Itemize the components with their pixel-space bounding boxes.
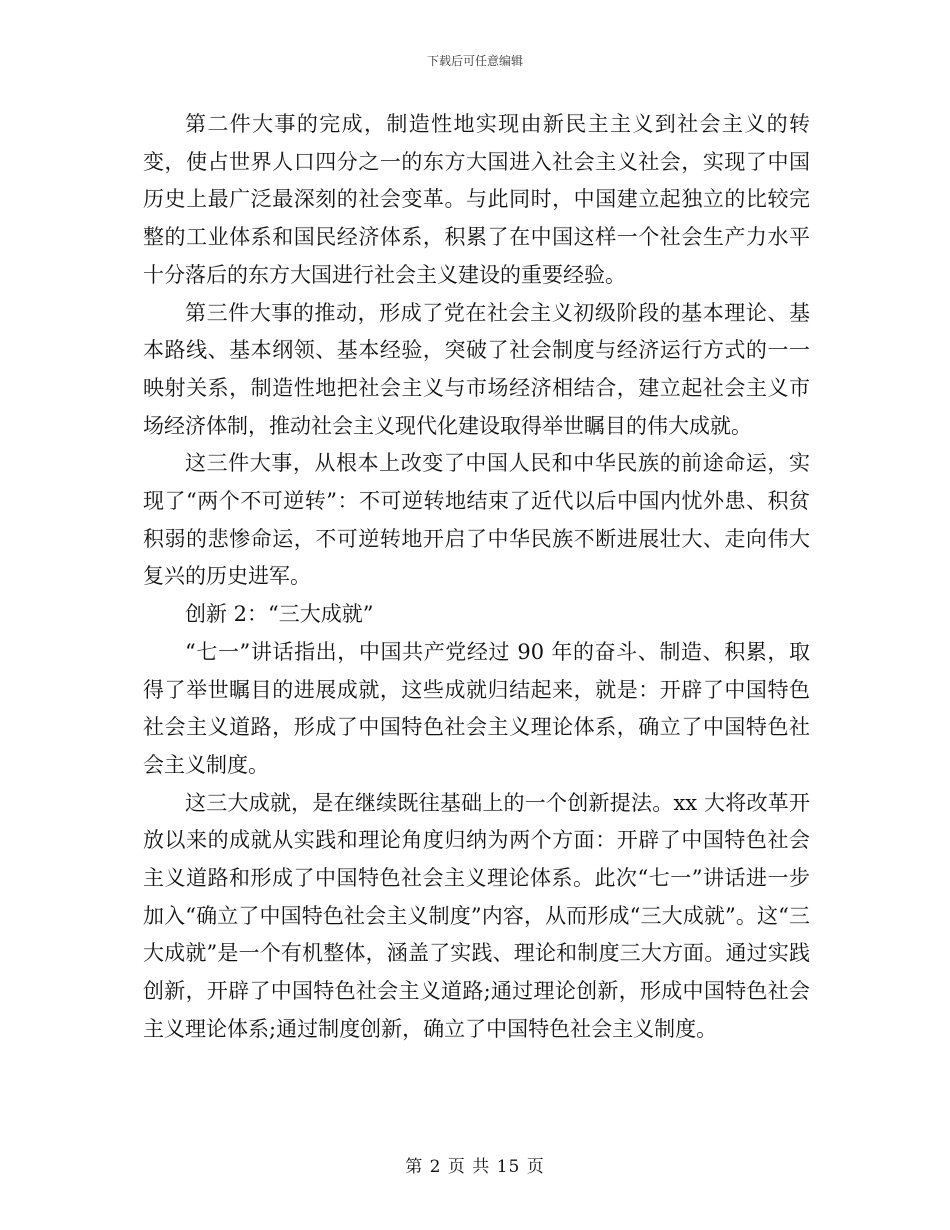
paragraph-july-first-speech: “七一”讲话指出，中国共产党经过 90 年的奋斗、制造、积累，取得了举世瞩目的进展成就，这些成就归结起来，就是：开辟了中国特色社会主义道路，形成了中国特色社会主义理论体系，确立了中国特色社会主义制度。 <box>143 639 810 777</box>
page-header: 下载后可任意编辑 <box>426 54 523 68</box>
section-heading-innovation-2: 创新 2：“三大成就” <box>185 602 374 627</box>
paragraph-second-event: 第二件大事的完成，制造性地实现由新民主主义到社会主义的转变，使占世界人口四分之一的东方大国进入社会主义社会，实现了中国历史上最广泛最深刻的社会变革。与此同时，中国建立起独立的比较完整的工业体系和国民经济体系，积累了在中国这样一个社会生产力水平十分落后的东方大国进行社会主义建设的重要经验。 <box>143 112 810 287</box>
page-number-footer: 第 2 页 共 15 页 <box>405 1157 545 1177</box>
paragraph-third-event: 第三件大事的推动，形成了党在社会主义初级阶段的基本理论、基本路线、基本纲领、基本经验，突破了社会制度与经济运行方式的一一映射关系，制造性地把社会主义与市场经济相结合，建立起社会主义市场经济体制，推动社会主义现代化建设取得举世瞩目的伟大成就。 <box>143 300 810 438</box>
paragraph-three-events-summary: 这三件大事，从根本上改变了中国人民和中华民族的前途命运，实现了“两个不可逆转”：不可逆转地结束了近代以后中国内忧外患、积贫积弱的悲惨命运，不可逆转地开启了中华民族不断进展壮大、走向伟大复兴的历史进军。 <box>143 451 810 589</box>
paragraph-three-achievements: 这三大成就，是在继续既往基础上的一个创新提法。xx 大将改革开放以来的成就从实践和理论角度归纳为两个方面：开辟了中国特色社会主义道路和形成了中国特色社会主义理论体系。此次“七一”讲话进一步加入“确立了中国特色社会主义制度”内容，从而形成“三大成就”。这“三大成就”是一个有机整体，涵盖了实践、理论和制度三大方面。通过实践创新，开辟了中国特色社会主义道路;通过理论创新，形成中国特色社会主义理论体系;通过制度创新，确立了中国特色社会主义制度。 <box>143 790 810 1041</box>
document-body <box>143 106 810 1049</box>
